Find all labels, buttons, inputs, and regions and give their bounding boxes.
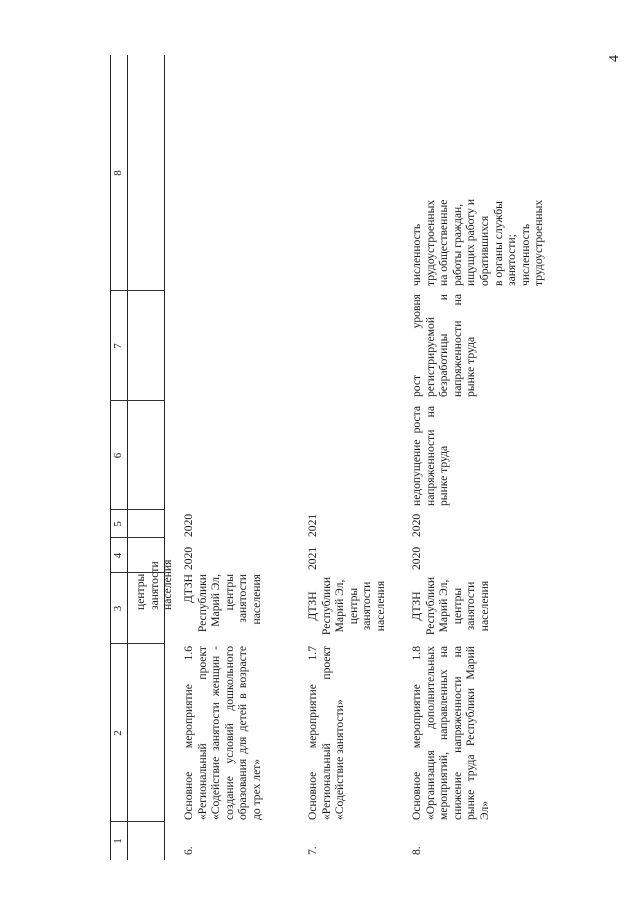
text-line: ДТЗН xyxy=(410,591,423,621)
row-number-6: 6. xyxy=(182,846,195,855)
header-bottom-border xyxy=(164,55,165,860)
text-line: ДТЗН xyxy=(306,591,319,621)
text-line: центры xyxy=(134,573,147,610)
text-line: численность xyxy=(518,223,532,286)
column-number-4: 4 xyxy=(112,552,124,559)
text-line: Республики xyxy=(319,576,333,636)
column-number-3: 3 xyxy=(112,605,124,612)
row-7-end-year: 2021 xyxy=(306,513,319,537)
text-line: населения xyxy=(373,580,387,632)
row-6-executor xyxy=(182,574,264,640)
rotated-table xyxy=(110,55,570,860)
text-line: занятости; xyxy=(505,234,519,286)
text-line: занятости xyxy=(464,581,478,631)
row-8-start-year: 2020 xyxy=(410,546,423,570)
continued-executor-cell xyxy=(134,550,175,610)
text-line: населения xyxy=(249,574,263,625)
row-6-name: Основное мероприятие 1.6 «Региональный проект «Содействие занятости женщин - создание условий дошкольного образования для детей в возрасте до трех лет» xyxy=(182,646,263,820)
text-line: центры xyxy=(450,587,464,625)
text-line: Марий Эл, xyxy=(209,574,223,627)
table-top-border xyxy=(110,55,111,860)
page-number: 4 xyxy=(607,55,622,62)
text-line: центры xyxy=(222,574,236,611)
text-line: работы граждан, xyxy=(450,203,464,286)
row-8-indicator xyxy=(410,178,546,286)
text-line: занятости xyxy=(360,581,374,631)
column-number-5: 5 xyxy=(112,521,124,527)
row-number-8: 8. xyxy=(410,846,423,855)
text-line: трудоустроенных xyxy=(423,199,437,286)
row-number-7: 7. xyxy=(306,846,319,855)
column-number-1: 1 xyxy=(112,838,124,844)
row-8-executor xyxy=(410,574,492,638)
text-line: занятости xyxy=(147,561,161,610)
column-number-7: 7 xyxy=(112,343,124,349)
text-line: обратившихся xyxy=(477,215,491,286)
text-line: Марий Эл, xyxy=(333,579,347,633)
row-6-end-year: 2020 xyxy=(182,513,195,537)
row-8-consequence: недопущение роста напряженности на рынке труда xyxy=(410,406,451,506)
text-line: на общественные xyxy=(437,199,451,286)
text-line: ДТЗН xyxy=(182,574,195,604)
text-line: населения xyxy=(161,559,175,610)
row-6-start-year: 2020 xyxy=(182,546,195,570)
text-line: Марий Эл, xyxy=(437,579,451,633)
text-line: трудоустроенных xyxy=(532,199,546,286)
row-8-end-year: 2020 xyxy=(410,513,423,537)
column-number-2: 2 xyxy=(112,730,124,736)
text-line: в органы службы xyxy=(491,201,505,286)
row-7-executor xyxy=(306,574,388,638)
header-divider xyxy=(127,55,128,860)
row-8-name: Основное мероприятие 1.8 «Организация дополнительных мероприятий, направленных на снижение напряженности на рынке труда Республики Марий Эл» xyxy=(410,646,491,820)
text-line: ищущих работу и xyxy=(464,198,478,286)
text-line: населения xyxy=(477,580,491,632)
text-line: центры xyxy=(346,587,360,625)
text-line: численность xyxy=(410,223,423,286)
text-line: Республики xyxy=(423,576,437,636)
column-number-8: 8 xyxy=(112,170,124,176)
column-number-6: 6 xyxy=(112,452,124,459)
text-line: Республики xyxy=(195,574,209,633)
row-8-link: рост уровня регистрируемой безработицы и напряженности на рынке труда xyxy=(410,294,478,397)
row-7-start-year: 2021 xyxy=(306,546,319,570)
text-line: занятости xyxy=(236,574,250,623)
row-7-name: Основное мероприятие 1.7 «Региональный проект «Содействие занятости» xyxy=(306,646,347,820)
